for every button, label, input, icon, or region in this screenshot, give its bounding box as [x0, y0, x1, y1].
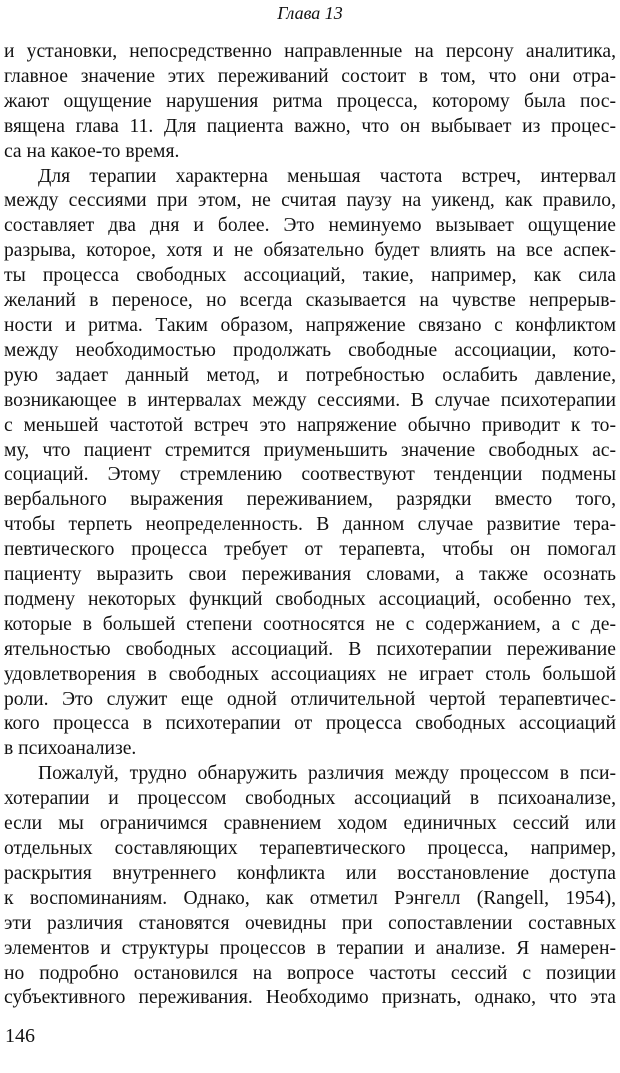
text-line: в психоанализе. [4, 738, 137, 760]
text-line: субъективного переживания. Необходимо признать, однако, что эта [4, 987, 616, 1009]
text-line: певтического процесса требует от терапевта, чтобы он помогал [4, 539, 616, 561]
text-line: вербального выражения переживанием, разрядки вместо того, [4, 489, 616, 511]
text-line: чтобы терпеть неопределенность. В данном случае развитие тера- [4, 514, 616, 536]
text-line: подмену некоторых функций свободных ассоциаций, особенно тех, [4, 588, 616, 610]
text-line: удовлетворения в свободных ассоциациях не играет столь большой [4, 663, 616, 685]
text-line: ты процесса свободных ассоциаций, такие, например, как сила [4, 265, 616, 287]
text-line: Пожалуй, трудно обнаружить различия между процессом в пси- [38, 763, 616, 785]
text-line: разрыва, которое, хотя и не обязательно будет влиять на все аспек- [4, 240, 616, 262]
running-header: Глава 13 [277, 3, 343, 23]
text-line: Для терапии характерна меньшая частота встреч, интервал [38, 165, 616, 187]
text-line: к воспоминаниям. Однако, как отметил Рэнгелл (Rangell, 1954), [4, 887, 616, 909]
text-line: и установки, непосредственно направленные на персону аналитика, [4, 41, 616, 62]
text-line: хотерапии и процессом свободных ассоциаций в психоанализе, [4, 788, 616, 810]
paragraph [4, 165, 616, 763]
text-line: между сессиями при этом, не считая паузу на уикенд, как правило, [4, 190, 616, 212]
text-line: с меньшей частотой встреч это напряжение обычно приводит к то- [4, 414, 616, 436]
text-line: рую задает данный метод, и потребностью ослабить давление, [4, 364, 616, 386]
text-line: желаний в переносе, но всегда сказывается на чувстве непрерыв- [4, 290, 616, 312]
text-line: но подробно остановился на вопросе частоты сессий с позиции [4, 962, 616, 984]
text-line: вящена глава 11. Для пациента важно, что он выбывает из процес- [4, 115, 616, 137]
text-line: если мы ограничимся сравнением ходом единичных сессий или [4, 813, 616, 835]
text-line: которые в большей степени соотносятся не с содержанием, а с де- [4, 613, 616, 635]
text-line: му, что пациент стремится приуменьшить значение свободных ас- [4, 439, 616, 461]
text-line: ятельностью свободных ассоциаций. В психотерапии переживание [4, 638, 616, 660]
text-line: социаций. Этому стремлению соотвествуют тенденции подмены [4, 464, 616, 486]
text-line: эти различия становятся очевидны при сопоставлении составных [4, 912, 616, 934]
body-text [4, 40, 616, 1011]
text-line: роли. Это служит еще одной отличительной чертой терапевтичес- [4, 688, 616, 710]
text-line: элементов и структуры процессов в терапии и анализе. Я намерен- [4, 937, 616, 959]
paragraph [4, 40, 616, 165]
text-line: возникающее в интервалах между сессиями. В случае психотерапии [4, 389, 616, 411]
text-line: ности и ритма. Таким образом, напряжение связано с конфликтом [4, 314, 616, 336]
text-line: са на какое-то время. [4, 140, 180, 162]
text-line: раскрытия внутреннего конфликта или восстановление доступа [4, 862, 616, 884]
text-line: между необходимостью продолжать свободные ассоциации, кото- [4, 339, 616, 361]
page-number: 146 [5, 1025, 35, 1047]
text-line: составляет два дня и более. Это неминуемо вызывает ощущение [4, 215, 616, 237]
text-line: кого процесса в психотерапии от процесса свободных ассоциаций [4, 713, 616, 735]
paragraph [4, 762, 616, 1011]
text-line: отдельных составляющих терапевтического процесса, например, [4, 838, 616, 859]
text-line: жают ощущение нарушения ритма процесса, которому была пос- [4, 90, 616, 112]
text-line: главное значение этих переживаний состоит в том, что они отра- [4, 65, 616, 87]
text-line: пациенту выразить свои переживания словами, а также осознать [4, 564, 616, 586]
